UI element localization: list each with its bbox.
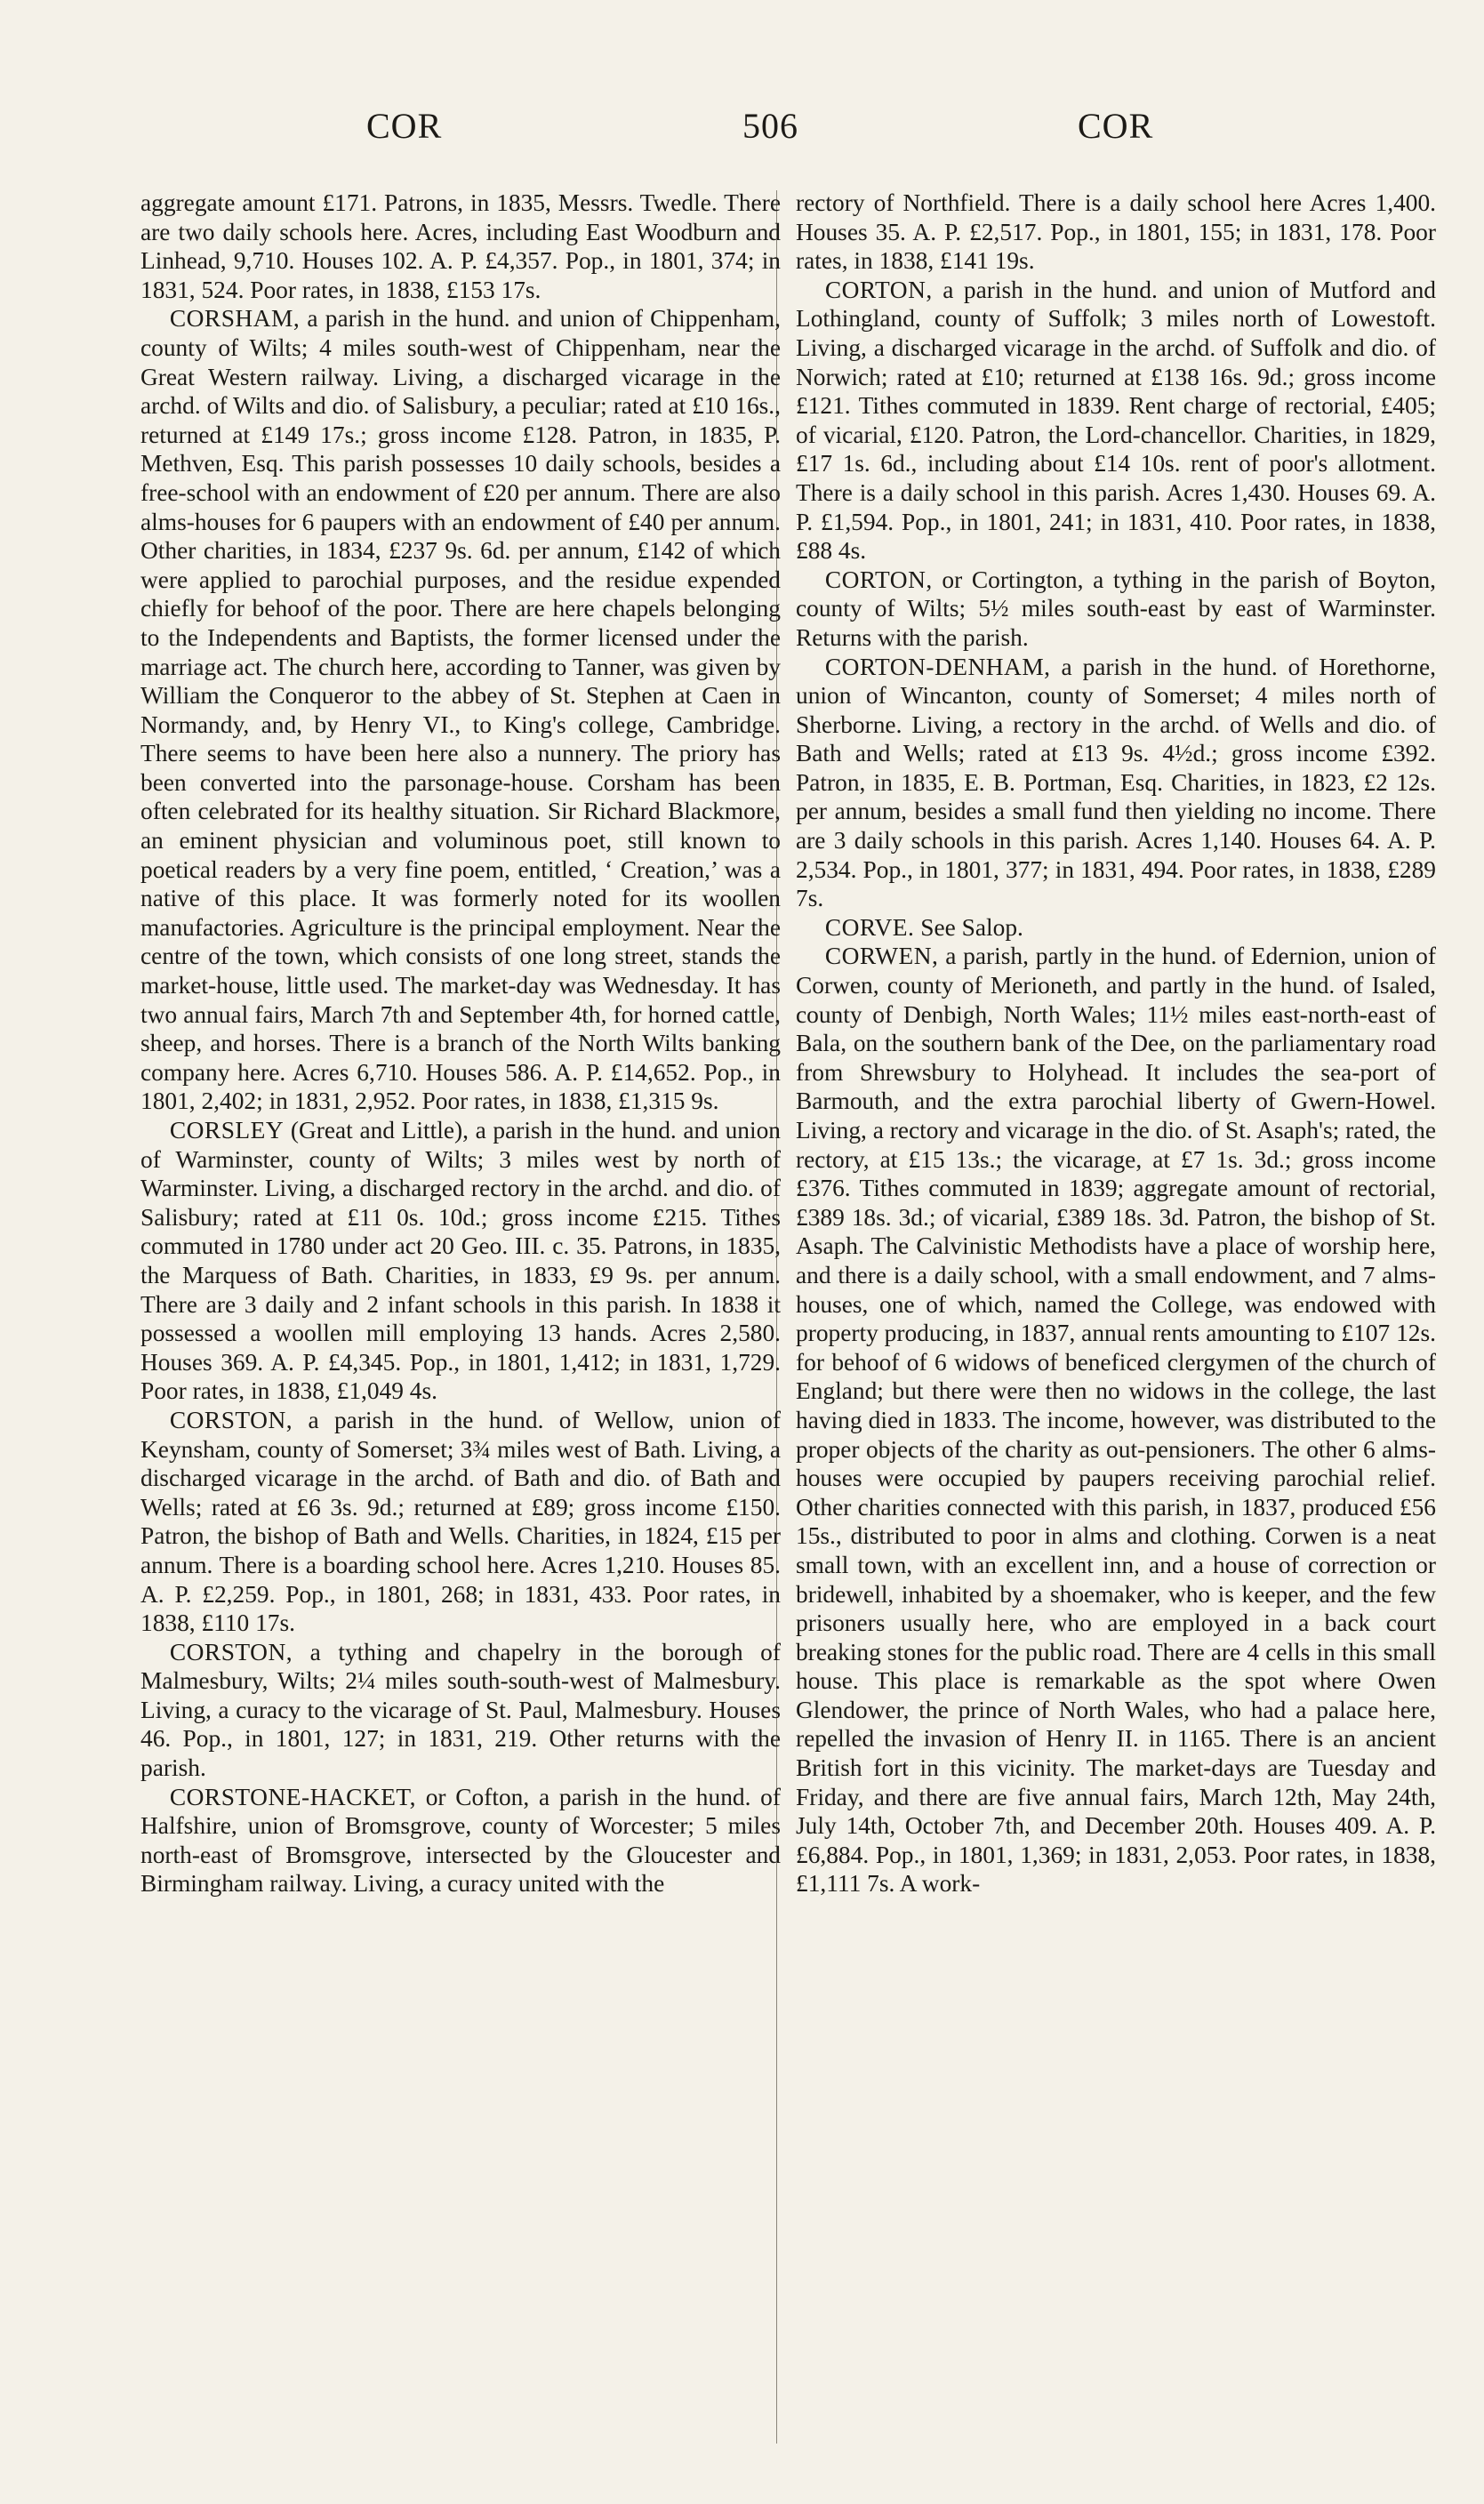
- entry-headword: CORSTONE-HACKET,: [169, 1783, 416, 1810]
- entry-text: a tything and chapelry in the borough of Malmesbury, Wilts; 2¼ miles south-south-west of Malmesbury. Living, a curacy to the vicarage of St. Paul, Malmesbury. Houses 46. Pop., in 1801, 127; in 1831, 219. Other returns with the parish.: [140, 1638, 781, 1782]
- entry-text: aggregate amount £171. Patrons, in 1835, Messrs. Twedle. There are two daily schools here. Acres, including East Woodburn and Linhead, 9,710. Houses 102. A. P. £4,357. Pop., in 1801, 374; in 1831, 524. Poor rates, in 1838, £153 17s.: [140, 189, 781, 303]
- entry-paragraph: [140, 1116, 781, 1406]
- entry-headword: CORSTON,: [169, 1638, 293, 1665]
- entry-headword: CORSHAM,: [169, 305, 301, 333]
- entry-text: a parish, partly in the hund. of Edernion, union of Corwen, county of Merioneth, and partly in the hund. of Isaled, county of Denbigh, North Wales; 11½ miles east-north-east of Bala, on the southern bank of the Dee, on the parliamentary road from Shrewsbury to Holyhead. It includes the sea-port of Barmouth, and the extra parochial liberty of Gwern-Howel. Living, a rectory and vicarage in the dio. of St. Asaph's; rated, the rectory, at £15 13s.; the vicarage, at £7 1s. 3d.; gross income £376. Tithes commuted in 1839; aggregate amount of rectorial, £389 18s. 3d.; of vicarial, £389 18s. 3d. Patron, the bishop of St. Asaph. The Calvinistic Methodists have a place of worship here, and there is a daily school, with a small endowment, and 7 alms-houses, one of which, named the College, was endowed with property producing, in 1837, annual rents amounting to £107 12s. for behoof of 6 widows of beneficed clergymen of the church of England; but there were then no widows in the college, the last having died in 1833. The income, however, was distributed to the proper objects of the charity as out-pensioners. The other 6 alms-houses were occupied by paupers receiving parochial relief. Other charities connected with this parish, in 1837, produced £56 15s., distributed to poor in alms and clothing. Corwen is a neat small town, with an excellent inn, and a house of correction or bridewell, inhabited by a shoemaker, who is keeper, and the few prisoners usually here, who are employed in a back court breaking stones for the public road. There are 4 cells in this small house. This place is remarkable as the spot where Owen Glendower, the prince of North Wales, who had a palace here, repelled the invasion of Henry II. in 1165. There is an ancient British fort in this vicinity. The market-days are Tuesday and Friday, and there are five annual fairs, March 12th, May 24th, July 14th, October 7th, and December 20th. Houses 409. A. P. £6,884. Pop., in 1801, 1,369; in 1831, 2,053. Poor rates, in 1838, £1,111 7s. A work-: [796, 943, 1436, 1898]
- header-right-word: COR: [1078, 106, 1154, 146]
- entry-text: a parish in the hund. and union of Chippenham, county of Wilts; 4 miles south-west of Chippenham, near the Great Western railway. Living, a discharged vicarage in the archd. of Wilts and dio. of Salisbury, a peculiar; rated at £10 16s., returned at £149 17s.; gross income £128. Patron, in 1835, P. Methven, Esq. This parish possesses 10 daily schools, besides a free-school with an endowment of £20 per annum. There are also alms-houses for 6 paupers with an endowment of £40 per annum. Other charities, in 1834, £237 9s. 6d. per annum, £142 of which were applied to parochial purposes, and the residue expended chiefly for behoof of the poor. There are here chapels belonging to the Independents and Baptists, the former licensed under the marriage act. The church here, according to Tanner, was given by William the Conqueror to the abbey of St. Stephen at Caen in Normandy, and, by Henry VI., to King's college, Cambridge. There seems to have been here also a nunnery. The priory has been converted into the parsonage-house. Corsham has been often celebrated for its healthy situation. Sir Richard Blackmore, an eminent physician and voluminous poet, still known to poetical readers by a very fine poem, entitled, ‘ Creation,’ was a native of this place. It was formerly noted for its woollen manufactories. Agriculture is the principal employment. Near the centre of the town, which consists of one long street, stands the market-house, little used. The market-day was Wednesday. It has two annual fairs, March 7th and September 4th, for horned cattle, sheep, and horses. There is a branch of the North Wilts banking company here. Acres 6,710. Houses 586. A. P. £14,652. Pop., in 1801, 2,402; in 1831, 2,952. Poor rates, in 1838, £1,315 9s.: [140, 305, 781, 1115]
- entry-paragraph: [796, 566, 1436, 653]
- entry-paragraph: [796, 653, 1436, 913]
- entry-text: a parish in the hund. and union of Mutford and Lothingland, county of Suffolk; 3 miles north of Lowestoft. Living, a discharged vicarage in the archd. of Suffolk and dio. of Norwich; rated at £10; returned at £138 16s. 9d.; gross income £121. Tithes commuted in 1839. Rent charge of rectorial, £405; of vicarial, £120. Patron, the Lord-chancellor. Charities, in 1829, £17 1s. 6d., including about £14 10s. rent of poor's allotment. There is a daily school in this parish. Acres 1,430. Houses 69. A. P. £1,594. Pop., in 1801, 241; in 1831, 410. Poor rates, in 1838, £88 4s.: [796, 276, 1436, 565]
- right-column: [796, 189, 1436, 1898]
- entry-text: See Salop.: [914, 913, 1023, 941]
- entry-paragraph: [140, 1406, 781, 1638]
- entry-paragraph: [796, 942, 1436, 1898]
- entry-headword: CORTON,: [824, 276, 933, 303]
- header-left-word: COR: [366, 106, 443, 146]
- entry-headword: CORTON-DENHAM,: [824, 653, 1051, 680]
- left-column: [140, 189, 781, 1898]
- entry-text: a parish in the hund. of Wellow, union of Keynsham, county of Somerset; 3¾ miles west of Bath. Living, a discharged vicarage in the archd. of Bath and dio. of Bath and Wells; rated at £6 3s. 9d.; returned at £89; gross income £150. Patron, the bishop of Bath and Wells. Charities, in 1824, £15 per annum. There is a boarding school here. Acres 1,210. Houses 85. A. P. £2,259. Pop., in 1801, 268; in 1831, 433. Poor rates, in 1838, £110 17s.: [140, 1406, 781, 1637]
- entry-headword: CORSTON,: [169, 1406, 293, 1433]
- entry-text: (Great and Little), a parish in the hund. and union of Warminster, county of Wilts; 3 miles west by north of Warminster. Living, a discharged rectory in the archd. and dio. of Salisbury; rated at £11 0s. 10d.; gross income £215. Tithes commuted in 1780 under act 20 Geo. III. c. 35. Patrons, in 1835, the Marquess of Bath. Charities, in 1833, £9 9s. per annum. There are 3 daily and 2 infant schools in this parish. In 1838 it possessed a woollen mill employing 13 hands. Acres 2,580. Houses 369. A. P. £4,345. Pop., in 1801, 1,412; in 1831, 1,729. Poor rates, in 1838, £1,049 4s.: [140, 1117, 781, 1405]
- entry-paragraph: [796, 913, 1436, 943]
- entry-paragraph: [140, 1783, 781, 1898]
- running-header: [0, 105, 1484, 158]
- entry-text: a parish in the hund. of Horethorne, union of Wincanton, county of Somerset; 4 miles north of Sherborne. Living, a rectory in the archd. of Wells and dio. of Bath and Wells; rated at £13 9s. 4½d.; gross income £392. Patron, in 1835, E. B. Portman, Esq. Charities, in 1823, £2 12s. per annum, besides a small fund then yielding no income. There are 3 daily schools in this parish. Acres 1,140. Houses 64. A. P. 2,534. Pop., in 1801, 377; in 1831, 494. Poor rates, in 1838, £289 7s.: [796, 653, 1436, 912]
- page-number: 506: [742, 106, 798, 146]
- entry-text: rectory of Northfield. There is a daily school here Acres 1,400. Houses 35. A. P. £2,517. Pop., in 1801, 155; in 1831, 178. Poor rates, in 1838, £141 19s.: [796, 189, 1436, 275]
- entry-headword: CORSLEY: [169, 1117, 285, 1144]
- entry-headword: CORVE.: [824, 913, 915, 941]
- entry-headword: CORWEN,: [824, 943, 939, 970]
- entry-paragraph: [796, 189, 1436, 276]
- entry-headword: CORTON,: [824, 566, 933, 593]
- entry-paragraph: [796, 276, 1436, 566]
- entry-paragraph: [140, 1638, 781, 1783]
- entry-paragraph: [140, 189, 781, 304]
- entry-text: or Cofton, a parish in the hund. of Halfshire, union of Bromsgrove, county of Worcester; 5 miles north-east of Bromsgrove, intersected by the Gloucester and Birmingham railway. Living, a curacy united with the: [140, 1783, 781, 1898]
- entry-paragraph: [140, 304, 781, 1116]
- entry-text: or Cortington, a tything in the parish of Boyton, county of Wilts; 5½ miles south-east by east of Warminster. Returns with the parish.: [796, 566, 1436, 651]
